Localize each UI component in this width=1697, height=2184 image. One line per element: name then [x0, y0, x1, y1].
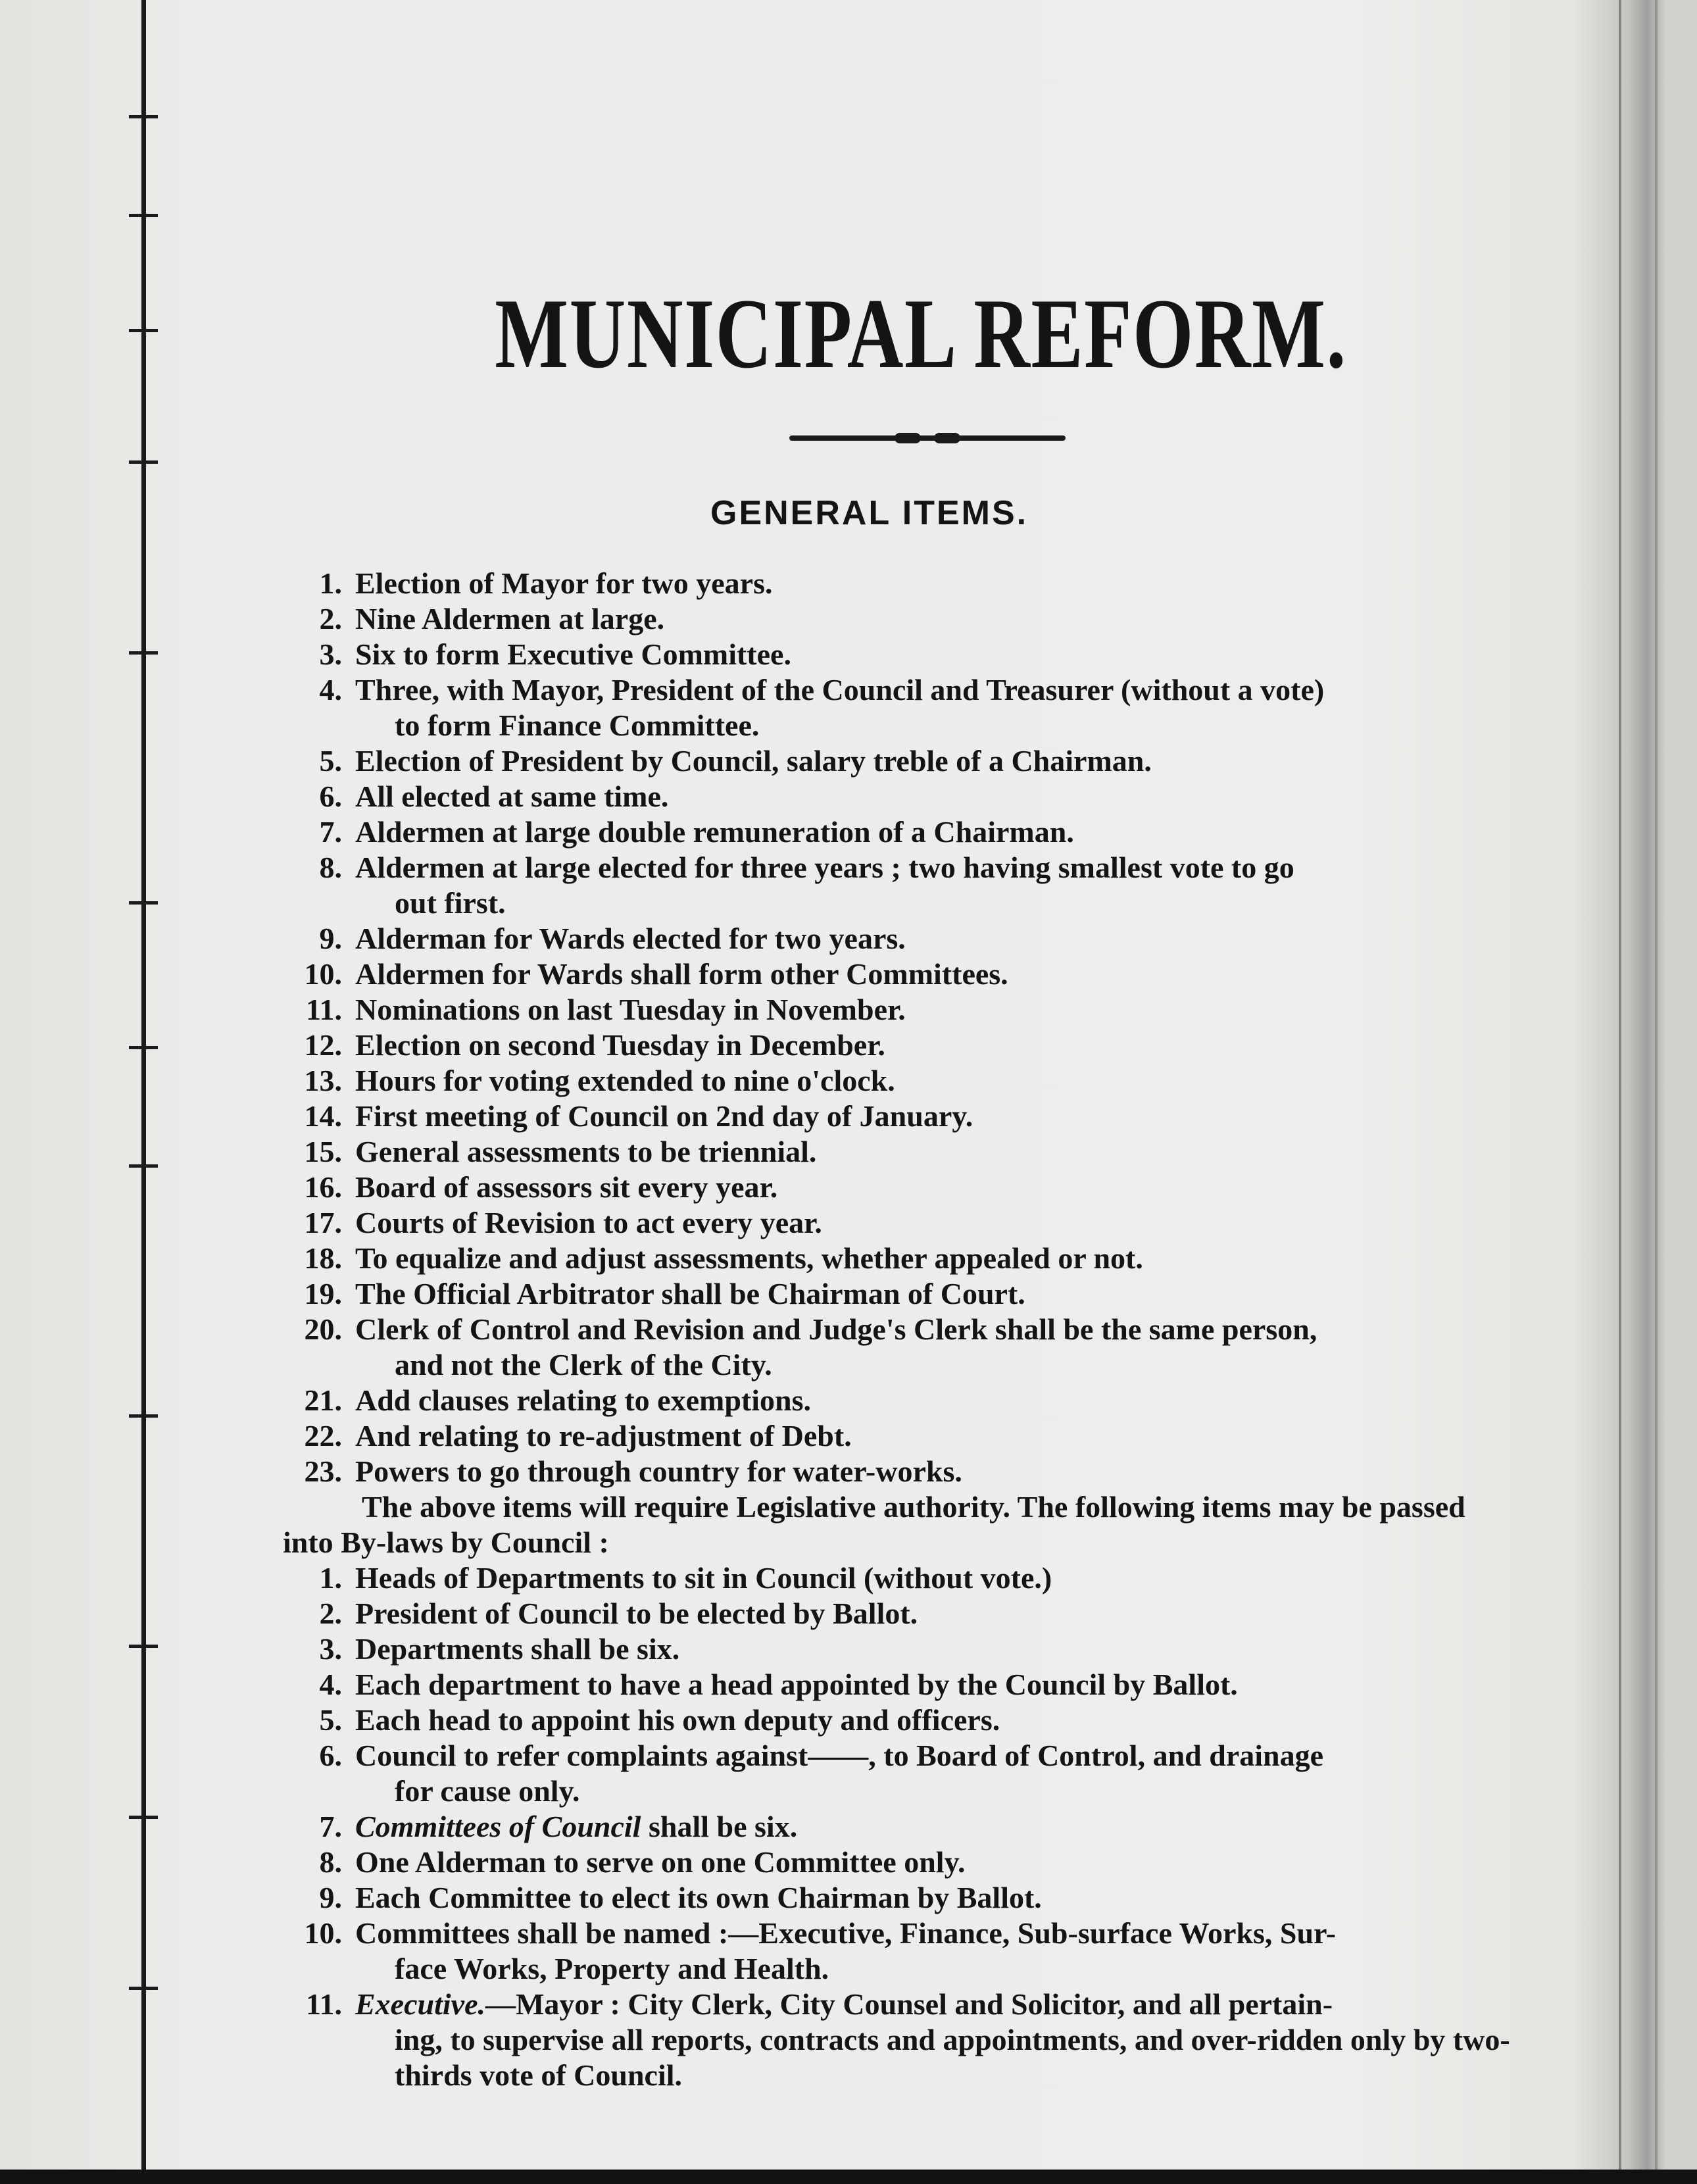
item-continuation: out first.: [395, 886, 506, 920]
page-bottom-edge: [0, 2170, 1697, 2184]
item-text: —Mayor : City Clerk, City Counsel and Solicitor, and all pertain-: [485, 1987, 1333, 2021]
item-number: 5.: [319, 1703, 342, 1737]
item-number: 15.: [304, 1135, 342, 1168]
item-text: All elected at same time.: [355, 780, 669, 813]
item-text: Alderman for Wards elected for two years.: [355, 922, 906, 955]
list-item: [283, 1845, 1519, 1880]
item-text: Aldermen at large elected for three years ; two having smallest vote to go: [355, 851, 1294, 884]
item-number: 4.: [319, 1668, 342, 1701]
item-text: Election on second Tuesday in December.: [355, 1028, 885, 1062]
item-continuation: ing, to supervise all reports, contracts and appointments, and over-ridden only by two-thirds vote of Council.: [395, 2023, 1510, 2092]
item-number: 1.: [319, 1561, 342, 1595]
item-text: shall be six.: [641, 1810, 798, 1843]
item-number: 14.: [304, 1099, 342, 1133]
item-text: The Official Arbitrator shall be Chairman of Court.: [355, 1277, 1025, 1310]
list-item: [283, 1241, 1519, 1276]
binding-line: [141, 0, 146, 2184]
item-number: 23.: [304, 1454, 342, 1488]
list-item: [283, 1702, 1519, 1738]
item-number: 9.: [319, 1881, 342, 1914]
item-text: Council to refer complaints against——, to Board of Control, and drainage: [355, 1739, 1324, 1772]
item-text: Hours for voting extended to nine o'clock.: [355, 1064, 895, 1097]
item-number: 11.: [306, 1987, 342, 2021]
list-item: [283, 672, 1519, 743]
transition-paragraph: The above items will require Legislative authority. The following items may be passed into By-laws by Council :: [283, 1490, 1465, 1559]
item-number: 7.: [319, 815, 342, 849]
item-number: 9.: [319, 922, 342, 955]
item-text: Nominations on last Tuesday in November.: [355, 993, 906, 1026]
item-number: 22.: [304, 1419, 342, 1452]
item-text: Election of President by Council, salary treble of a Chairman.: [355, 744, 1152, 778]
item-number: 8.: [319, 1845, 342, 1879]
item-number: 6.: [319, 780, 342, 813]
list-item: [283, 743, 1519, 779]
binding-stitch: [129, 1987, 158, 1990]
list-item: [283, 1205, 1519, 1241]
binding-stitch: [129, 901, 158, 905]
item-number: 12.: [304, 1028, 342, 1062]
item-text: Aldermen for Wards shall form other Committees.: [355, 957, 1008, 991]
item-number: 11.: [306, 993, 342, 1026]
item-number: 21.: [304, 1383, 342, 1417]
list-item: [283, 956, 1519, 992]
item-text: Six to form Executive Committee.: [355, 637, 791, 671]
list-item: [283, 1418, 1519, 1454]
binding-stitch: [129, 1414, 158, 1418]
binding-stitch: [129, 651, 158, 655]
list-item: [283, 1276, 1519, 1312]
item-text: President of Council to be elected by Ballot.: [355, 1597, 918, 1630]
item-text: Clerk of Control and Revision and Judge's Clerk shall be the same person,: [355, 1312, 1317, 1346]
bylaw-items-list: [283, 1560, 1519, 2093]
item-number: 3.: [319, 1632, 342, 1666]
list-item: [283, 1454, 1519, 1489]
list-item: [283, 566, 1519, 601]
section-heading: GENERAL ITEMS.: [710, 494, 1029, 532]
item-text: Each department to have a head appointed by the Council by Ballot.: [355, 1668, 1238, 1701]
item-text: One Alderman to serve on one Committee only.: [355, 1845, 966, 1879]
item-text: General assessments to be triennial.: [355, 1135, 817, 1168]
item-text: First meeting of Council on 2nd day of January.: [355, 1099, 973, 1133]
item-text: Board of assessors sit every year.: [355, 1170, 778, 1204]
binding-stitch: [129, 1645, 158, 1648]
list-item: [283, 1028, 1519, 1063]
item-number: 2.: [319, 602, 342, 635]
page-edge-line: [1619, 0, 1621, 2184]
item-text: Courts of Revision to act every year.: [355, 1206, 822, 1239]
list-item: [283, 921, 1519, 956]
item-italic-lead: Committees of Council: [355, 1810, 641, 1843]
list-item: [283, 1099, 1519, 1134]
item-text: Three, with Mayor, President of the Council and Treasurer (without a vote): [355, 673, 1325, 707]
item-number: 5.: [319, 744, 342, 778]
item-number: 4.: [319, 673, 342, 707]
list-item: [283, 1134, 1519, 1170]
binding-stitch: [129, 1816, 158, 1819]
items-list: [283, 566, 1519, 2093]
item-number: 3.: [319, 637, 342, 671]
item-text: Committees shall be named :—Executive, Finance, Sub-surface Works, Sur-: [355, 1916, 1337, 1950]
list-item: [283, 1987, 1519, 2093]
list-item: [283, 1063, 1519, 1099]
binding-stitch: [129, 329, 158, 332]
item-continuation: and not the Clerk of the City.: [395, 1348, 772, 1381]
item-text: Powers to go through country for water-works.: [355, 1454, 962, 1488]
item-number: 20.: [304, 1312, 342, 1346]
page-curl-shadow: [1572, 0, 1697, 2184]
list-item: [283, 1880, 1519, 1916]
list-item: [283, 1312, 1519, 1383]
document-title: [203, 276, 1526, 391]
item-continuation: to form Finance Committee.: [395, 708, 760, 742]
list-item: [283, 814, 1519, 850]
item-number: 2.: [319, 1597, 342, 1630]
item-number: 8.: [319, 851, 342, 884]
item-italic-lead: Executive.: [355, 1987, 485, 2021]
list-item: [283, 1738, 1519, 1809]
item-continuation: face Works, Property and Health.: [395, 1952, 829, 1985]
item-text: Heads of Departments to sit in Council (without vote.): [355, 1561, 1052, 1595]
item-number: 16.: [304, 1170, 342, 1204]
list-item: [283, 779, 1519, 814]
list-item: [283, 850, 1519, 921]
item-text: Election of Mayor for two years.: [355, 566, 773, 600]
reverse-side-bleed-through: [276, 148, 1625, 195]
item-number: 7.: [319, 1810, 342, 1843]
list-item: [283, 1631, 1519, 1667]
item-number: 1.: [319, 566, 342, 600]
item-number: 18.: [304, 1241, 342, 1275]
item-continuation: for cause only.: [395, 1774, 580, 1808]
item-text: Aldermen at large double remuneration of a Chairman.: [355, 815, 1074, 849]
item-number: 17.: [304, 1206, 342, 1239]
item-text: Nine Aldermen at large.: [355, 602, 665, 635]
item-number: 19.: [304, 1277, 342, 1310]
list-item: [283, 1916, 1519, 1987]
item-number: 13.: [304, 1064, 342, 1097]
list-item: [283, 1383, 1519, 1418]
ornamental-rule: [789, 435, 1066, 441]
list-item: [283, 601, 1519, 637]
item-text: Each head to appoint his own deputy and officers.: [355, 1703, 1000, 1737]
item-text: And relating to re-adjustment of Debt.: [355, 1419, 852, 1452]
item-text: Each Committee to elect its own Chairman by Ballot.: [355, 1881, 1042, 1914]
list-item: [283, 1560, 1519, 1596]
item-text: To equalize and adjust assessments, whether appealed or not.: [355, 1241, 1143, 1275]
binding-stitch: [129, 460, 158, 464]
page-edge-line: [1655, 0, 1658, 2184]
item-number: 10.: [304, 1916, 342, 1950]
list-item: [283, 992, 1519, 1028]
item-number: 10.: [304, 957, 342, 991]
list-item: [283, 1667, 1519, 1702]
list-item: [283, 1596, 1519, 1631]
binding-stitch: [129, 1046, 158, 1049]
binding-stitch: [129, 1164, 158, 1168]
item-text: Add clauses relating to exemptions.: [355, 1383, 811, 1417]
list-item: [283, 1170, 1519, 1205]
item-number: 6.: [319, 1739, 342, 1772]
item-text: Departments shall be six.: [355, 1632, 680, 1666]
binding-stitch: [129, 214, 158, 217]
document-title-text: MUNICIPAL REFORM.: [495, 278, 1347, 389]
list-item: [283, 1809, 1519, 1845]
general-items-list: [283, 566, 1519, 1489]
binding-stitch: [129, 115, 158, 118]
list-item: [283, 637, 1519, 672]
